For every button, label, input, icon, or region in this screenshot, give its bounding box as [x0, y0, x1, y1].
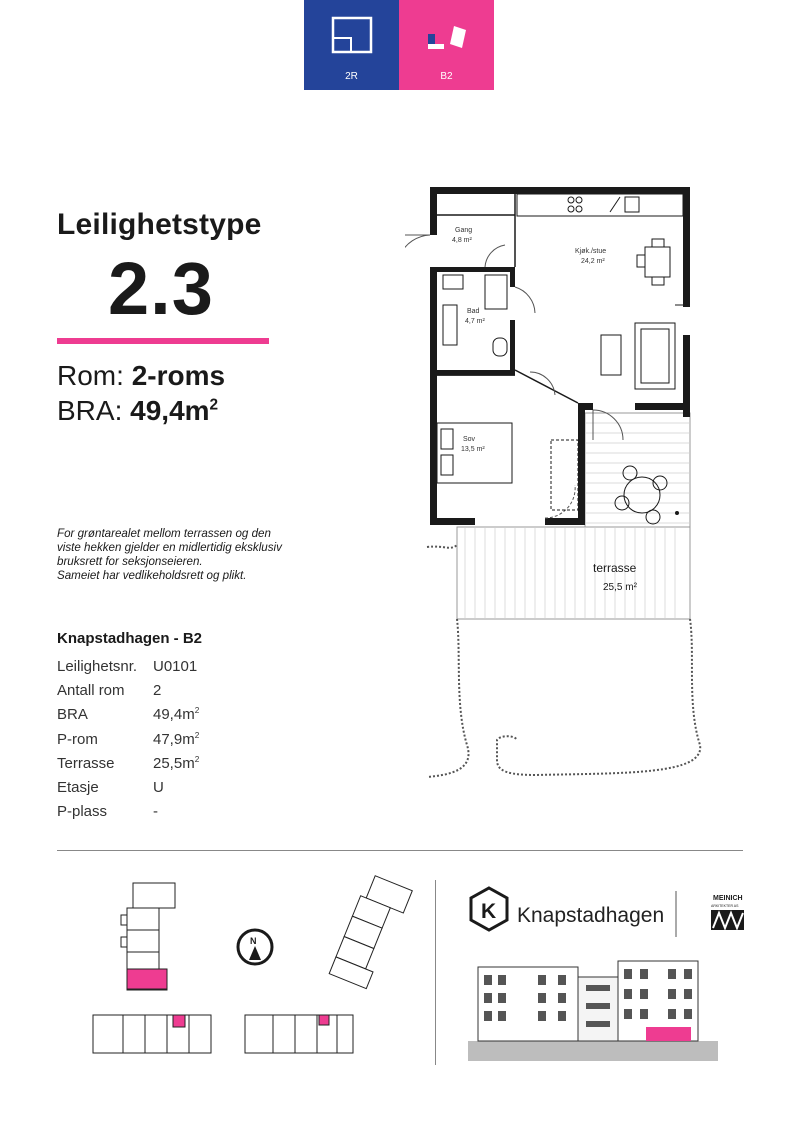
site-map-top-right: [329, 875, 412, 991]
bed: [437, 423, 578, 510]
architect-subtitle: ARKITEKTER AS: [711, 904, 739, 908]
table-row: [57, 703, 199, 727]
room-area-bedroom: 13,5 m²: [461, 446, 485, 453]
rooms-line: [57, 360, 225, 392]
area-line: [57, 395, 218, 427]
room-count-tile: [304, 0, 399, 90]
info-value: $25,5m^2$: [153, 754, 200, 772]
room-area-gang: 4,8 m²: [452, 237, 472, 244]
rooms-label: Rom:: [57, 360, 124, 391]
info-key: P-plass: [57, 803, 108, 821]
site-location-maps: [85, 875, 435, 1075]
info-key: BRA: [57, 706, 88, 724]
usage-note: [57, 527, 347, 583]
room-name-kitchen: Kjøk./stue: [575, 248, 607, 255]
vertical-divider: [435, 880, 436, 1065]
table-row: [57, 727, 199, 751]
sofa: [601, 305, 683, 389]
compass: [238, 930, 272, 964]
rooms-value: 2-roms: [131, 360, 226, 391]
entrance-door: [405, 235, 430, 255]
apartment-type-number: 2.3: [108, 247, 214, 330]
building-label: B2: [440, 71, 453, 82]
note-line: Sameiet har vedlikeholdsrett og plikt.: [57, 569, 247, 582]
architect-name: MEINICH: [713, 895, 743, 902]
area-value: 49,4m: [130, 395, 210, 426]
room-area-kitchen: 24,2 m²: [581, 258, 605, 265]
info-key: P-rom: [57, 730, 98, 748]
info-value: 2: [153, 681, 162, 699]
info-value: U0101: [153, 657, 198, 675]
info-key: Leilighetsnr.: [57, 657, 138, 675]
room-name-gang: Gang: [455, 227, 473, 234]
logo-letter: K: [481, 900, 497, 923]
info-value: -: [153, 803, 158, 821]
room-name-bath: Bad: [467, 308, 480, 315]
highlighted-unit: [127, 969, 167, 989]
info-value: $47,9m^2$: [153, 730, 200, 748]
table-row: [57, 751, 199, 775]
terrace-name: terrasse: [593, 561, 637, 575]
floorplan-icon: [331, 16, 373, 54]
compass-north-letter: N: [250, 936, 257, 946]
table-row: [57, 800, 199, 824]
site-map-bottom-left: [93, 1015, 211, 1053]
highlighted-unit-facade: [646, 1027, 691, 1041]
kitchen-counter: [517, 194, 683, 216]
bathroom-fixtures: [443, 275, 507, 356]
area-label: BRA:: [57, 395, 123, 426]
building-facade: [468, 955, 718, 1065]
building-blocks-icon: [426, 16, 468, 54]
info-title: Knapstadhagen - B2: [57, 630, 203, 647]
brand-name: Knapstadhagen: [517, 904, 665, 927]
terrace-area: 25,5 m²: [603, 582, 637, 593]
info-value: $49,4m^2$: [153, 706, 200, 724]
note-line: bruksrett for seksjonseieren.: [57, 555, 203, 568]
accent-rule: [57, 338, 269, 344]
page-title: Leilighetstype: [57, 208, 262, 241]
room-area-bath: 4,7 m²: [465, 318, 485, 325]
table-row: [57, 654, 199, 678]
info-key: Etasje: [57, 779, 99, 797]
info-value: U: [153, 779, 164, 797]
room-count-label: 2R: [345, 71, 358, 82]
building-tile: [399, 0, 494, 90]
terrace-deck: [457, 413, 690, 619]
site-map-bottom-right: [245, 1015, 353, 1053]
info-key: Antall rom: [57, 681, 125, 699]
area-sup: 2: [209, 396, 219, 414]
table-row: [57, 678, 199, 702]
section-divider: [57, 850, 743, 851]
info-key: Terrasse: [57, 754, 115, 772]
note-line: viste hekken gjelder en midlertidig eksklusiv: [57, 541, 282, 554]
note-line: For grøntarealet mellom terrassen og den: [57, 527, 271, 540]
room-name-bedroom: Sov: [463, 436, 476, 443]
site-map-top-left: [121, 883, 175, 990]
table-row: [57, 775, 199, 799]
floorplan-drawing: [405, 185, 705, 785]
dining-table: [637, 239, 670, 285]
info-table: [57, 654, 199, 824]
